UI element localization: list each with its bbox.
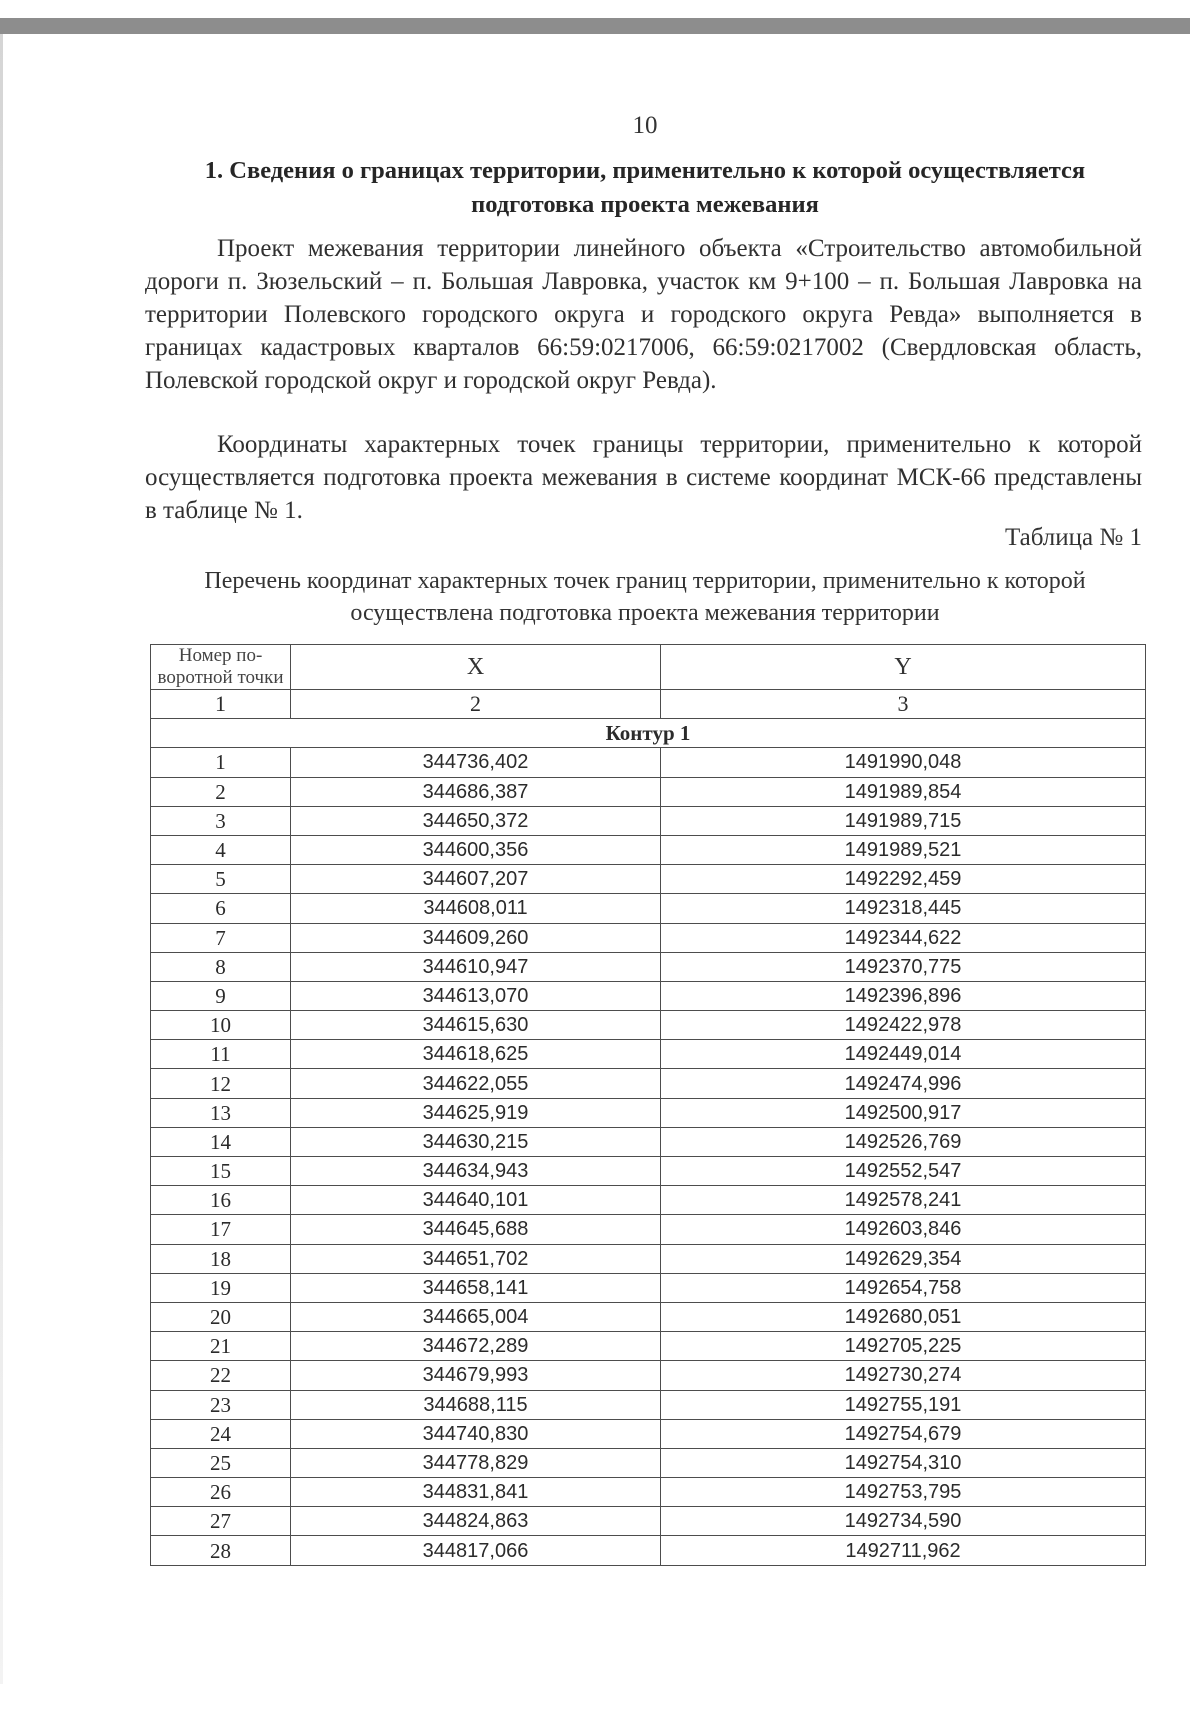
header-point-number: Номер по-воротной точки [151,645,291,690]
table-row [151,835,1146,864]
x-coordinate-cell: 344817,066 [291,1536,661,1565]
scan-edge-left [0,34,3,1684]
point-number-cell: 9 [151,981,291,1010]
page-number: 10 [632,112,658,139]
y-coordinate-cell: 1492318,445 [661,894,1146,923]
table-row [151,806,1146,835]
table-row [151,1011,1146,1040]
y-coordinate-cell: 1491989,854 [661,777,1146,806]
column-index: 1 [151,690,291,719]
y-coordinate-cell: 1492711,962 [661,1536,1146,1565]
header-y: Y [661,645,1146,690]
y-coordinate-cell: 1492370,775 [661,952,1146,981]
point-number-cell: 22 [151,1361,291,1390]
contour-label: Контур 1 [151,719,1146,748]
column-index: 3 [661,690,1146,719]
x-coordinate-cell: 344740,830 [291,1419,661,1448]
x-coordinate-cell: 344824,863 [291,1507,661,1536]
point-number-cell: 23 [151,1390,291,1419]
y-coordinate-cell: 1492629,354 [661,1244,1146,1273]
point-number-cell: 25 [151,1448,291,1477]
y-coordinate-cell: 1492654,758 [661,1273,1146,1302]
point-number-cell: 4 [151,835,291,864]
table-row [151,1069,1146,1098]
table-row [151,1390,1146,1419]
x-coordinate-cell: 344613,070 [291,981,661,1010]
x-coordinate-cell: 344658,141 [291,1273,661,1302]
point-number-cell: 20 [151,1302,291,1331]
point-number-cell: 19 [151,1273,291,1302]
section-heading: 1. Сведения о границах территории, применительно к которой осуществляется подготовка проекта межевания [204,157,1086,218]
x-coordinate-cell: 344686,387 [291,777,661,806]
paragraph-project-scope [145,232,1142,397]
y-coordinate-cell: 1492500,917 [661,1098,1146,1127]
x-coordinate-cell: 344645,688 [291,1215,661,1244]
paragraph-text: Координаты характерных точек границы территории, применительно к которой осуществляется подготовка проекта межевания в системе координат МСК-66 представлены в таблице № 1. [145,431,1142,524]
point-number-cell: 24 [151,1419,291,1448]
table-row [151,1098,1146,1127]
x-coordinate-cell: 344665,004 [291,1302,661,1331]
x-coordinate-cell: 344609,260 [291,923,661,952]
table-row [151,1332,1146,1361]
point-number-cell: 15 [151,1157,291,1186]
scan-edge-top [0,18,1190,34]
y-coordinate-cell: 1492705,225 [661,1332,1146,1361]
x-coordinate-cell: 344679,993 [291,1361,661,1390]
point-number-cell: 5 [151,865,291,894]
table-row [151,748,1146,777]
table-row [151,1361,1146,1390]
point-number-cell: 17 [151,1215,291,1244]
point-number-cell: 10 [151,1011,291,1040]
y-coordinate-cell: 1492578,241 [661,1186,1146,1215]
y-coordinate-cell: 1492730,274 [661,1361,1146,1390]
y-coordinate-cell: 1492552,547 [661,1157,1146,1186]
paragraph-coordinates-intro [145,428,1142,527]
y-coordinate-cell: 1492680,051 [661,1302,1146,1331]
contour-row [151,719,1146,748]
x-coordinate-cell: 344625,919 [291,1098,661,1127]
y-coordinate-cell: 1492755,191 [661,1390,1146,1419]
x-coordinate-cell: 344607,207 [291,865,661,894]
table-header-row [151,645,1146,690]
point-number-cell: 3 [151,806,291,835]
point-number-cell: 27 [151,1507,291,1536]
x-coordinate-cell: 344618,625 [291,1040,661,1069]
table-caption: Перечень координат характерных точек границ территории, применительно к которой осуществлена подготовка проекта межевания территории [204,568,1086,626]
x-coordinate-cell: 344736,402 [291,748,661,777]
x-coordinate-cell: 344831,841 [291,1478,661,1507]
y-coordinate-cell: 1492474,996 [661,1069,1146,1098]
y-coordinate-cell: 1492603,846 [661,1215,1146,1244]
table-row [151,981,1146,1010]
table-row [151,894,1146,923]
point-number-cell: 1 [151,748,291,777]
x-coordinate-cell: 344630,215 [291,1127,661,1156]
y-coordinate-cell: 1492754,679 [661,1419,1146,1448]
y-coordinate-cell: 1492396,896 [661,981,1146,1010]
table-row [151,1302,1146,1331]
table-row [151,1157,1146,1186]
table-row [151,1478,1146,1507]
x-coordinate-cell: 344634,943 [291,1157,661,1186]
y-coordinate-cell: 1492422,978 [661,1011,1146,1040]
point-number-cell: 18 [151,1244,291,1273]
x-coordinate-cell: 344651,702 [291,1244,661,1273]
table-row [151,1186,1146,1215]
point-number-cell: 13 [151,1098,291,1127]
table-row [151,923,1146,952]
y-coordinate-cell: 1492292,459 [661,865,1146,894]
x-coordinate-cell: 344610,947 [291,952,661,981]
point-number-cell: 21 [151,1332,291,1361]
column-index-row [151,690,1146,719]
x-coordinate-cell: 344615,630 [291,1011,661,1040]
y-coordinate-cell: 1491989,715 [661,806,1146,835]
header-x: X [291,645,661,690]
table-row [151,952,1146,981]
x-coordinate-cell: 344688,115 [291,1390,661,1419]
x-coordinate-cell: 344650,372 [291,806,661,835]
x-coordinate-cell: 344778,829 [291,1448,661,1477]
table-row [151,1507,1146,1536]
table-row [151,1419,1146,1448]
x-coordinate-cell: 344672,289 [291,1332,661,1361]
column-index: 2 [291,690,661,719]
point-number-cell: 14 [151,1127,291,1156]
point-number-cell: 6 [151,894,291,923]
table-row [151,1215,1146,1244]
point-number-cell: 26 [151,1478,291,1507]
point-number-cell: 2 [151,777,291,806]
table-row [151,1536,1146,1565]
y-coordinate-cell: 1492526,769 [661,1127,1146,1156]
y-coordinate-cell: 1492734,590 [661,1507,1146,1536]
table-row [151,1448,1146,1477]
x-coordinate-cell: 344608,011 [291,894,661,923]
x-coordinate-cell: 344600,356 [291,835,661,864]
table-row [151,1244,1146,1273]
paragraph-text: Проект межевания территории линейного объекта «Строительство автомобильной дороги п. Зюзельский – п. Большая Лавровка, участок км 9+100 – п. Большая Лавровка на территории Полевского городского округа и городского округа Ревда» выполняется в границах кадастровых кварталов 66:59:0217006, 66:59:0217002 (Свердловская область, Полевской городской округ и городской округ Ревда). [145,235,1142,394]
y-coordinate-cell: 1492754,310 [661,1448,1146,1477]
x-coordinate-cell: 344640,101 [291,1186,661,1215]
x-coordinate-cell: 344622,055 [291,1069,661,1098]
table-row [151,1040,1146,1069]
point-number-cell: 11 [151,1040,291,1069]
y-coordinate-cell: 1491989,521 [661,835,1146,864]
table-row [151,777,1146,806]
coordinates-table [150,644,1146,1566]
y-coordinate-cell: 1491990,048 [661,748,1146,777]
table-row [151,1127,1146,1156]
y-coordinate-cell: 1492753,795 [661,1478,1146,1507]
y-coordinate-cell: 1492344,622 [661,923,1146,952]
point-number-cell: 7 [151,923,291,952]
y-coordinate-cell: 1492449,014 [661,1040,1146,1069]
table-row [151,1273,1146,1302]
point-number-cell: 16 [151,1186,291,1215]
point-number-cell: 28 [151,1536,291,1565]
table-label: Таблица № 1 [1004,524,1142,551]
point-number-cell: 8 [151,952,291,981]
point-number-cell: 12 [151,1069,291,1098]
table-row [151,865,1146,894]
